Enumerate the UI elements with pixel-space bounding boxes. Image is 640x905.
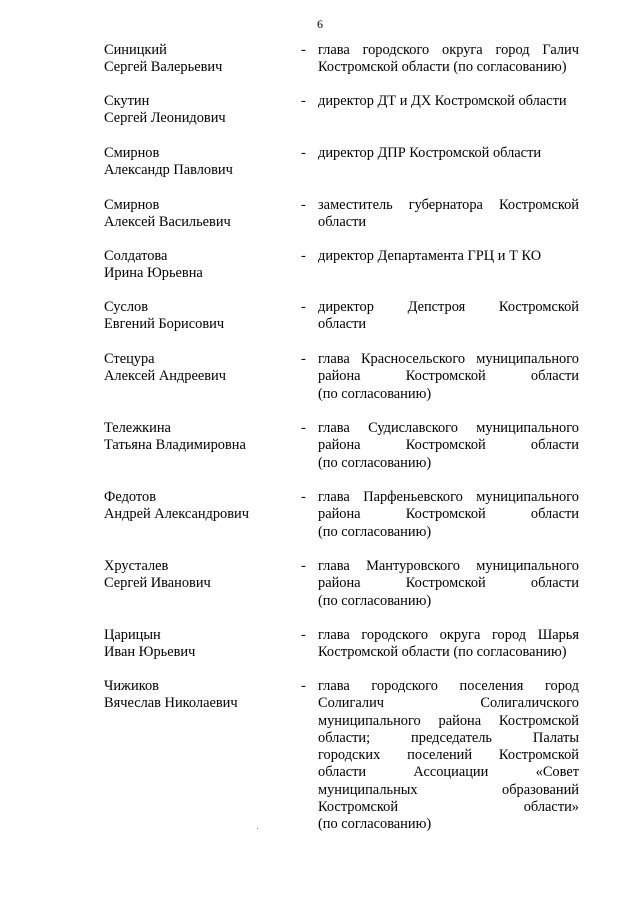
member-given-name: Алексей Андреевич: [104, 368, 226, 385]
role-line: района Костромской области: [318, 437, 579, 454]
member-role: [318, 145, 579, 162]
member-given-name: Сергей Леонидович: [104, 110, 226, 127]
separator-dash: -: [301, 627, 306, 643]
role-line: муниципальных образований: [318, 781, 579, 798]
separator-dash: -: [301, 489, 306, 505]
member-role: [318, 93, 579, 110]
separator-dash: -: [301, 42, 306, 58]
role-line: заместитель губернатора Костромской: [318, 197, 579, 213]
member-surname: Федотов: [104, 489, 156, 505]
role-line: области Ассоциации «Совет: [318, 764, 579, 781]
member-role: [318, 627, 579, 662]
role-line: директор ДТ и ДХ Костромской области: [318, 93, 567, 109]
member-given-name: Андрей Александрович: [104, 506, 249, 523]
separator-dash: -: [301, 420, 306, 436]
member-surname: Смирнов: [104, 145, 160, 161]
role-line: Костромской области»: [318, 799, 579, 816]
member-name: [104, 489, 289, 524]
member-name: [104, 145, 289, 180]
role-line: директор Депстроя Костромской: [318, 299, 579, 315]
member-surname: Тележкина: [104, 420, 171, 436]
member-surname: Чижиков: [104, 678, 159, 694]
member-name: [104, 678, 289, 713]
member-surname: Хрусталев: [104, 558, 169, 574]
page-number: 6: [317, 17, 323, 31]
member-name: [104, 42, 289, 77]
member-name: [104, 627, 289, 662]
separator-dash: -: [301, 678, 306, 694]
member-given-name: Ирина Юрьевна: [104, 265, 203, 282]
role-line: Костромской области (по согласованию): [318, 644, 567, 661]
role-line: (по согласованию): [318, 454, 432, 471]
member-given-name: Сергей Иванович: [104, 575, 211, 592]
separator-dash: -: [301, 351, 306, 367]
role-line: глава Судиславского муниципального: [318, 420, 579, 436]
role-line: директор ДПР Костромской области: [318, 145, 542, 161]
role-line: области: [318, 214, 367, 231]
member-given-name: Александр Павлович: [104, 162, 233, 179]
member-given-name: Вячеслав Николаевич: [104, 695, 238, 712]
member-name: [104, 197, 289, 232]
member-role: [318, 42, 579, 77]
role-line: Костромской области (по согласованию): [318, 59, 567, 76]
member-surname: Царицын: [104, 627, 161, 643]
role-line: района Костромской области: [318, 575, 579, 592]
role-line: области; председатель Палаты: [318, 729, 579, 746]
role-line: городских поселений Костромской: [318, 747, 579, 764]
separator-dash: -: [301, 299, 306, 315]
member-given-name: Сергей Валерьевич: [104, 59, 223, 76]
scan-mark: [257, 828, 258, 829]
separator-dash: -: [301, 558, 306, 574]
separator-dash: -: [301, 93, 306, 109]
member-role: [318, 197, 579, 232]
separator-dash: -: [301, 145, 306, 161]
role-line: директор Департамента ГРЦ и Т КО: [318, 248, 542, 264]
member-name: [104, 351, 289, 386]
member-name: [104, 248, 289, 283]
member-role: [318, 678, 579, 834]
role-line: глава городского округа город Галич: [318, 42, 579, 58]
role-line: глава Мантуровского муниципального: [318, 558, 579, 574]
role-line: глава Красносельского муниципального: [318, 351, 579, 367]
member-surname: Суслов: [104, 299, 148, 315]
role-line: области: [318, 316, 367, 333]
role-line: глава Парфеньевского муниципального: [318, 489, 579, 505]
role-line: муниципального района Костромской: [318, 712, 579, 729]
member-role: [318, 489, 579, 541]
role-line: глава городского округа город Шарья: [318, 627, 579, 643]
member-name: [104, 299, 289, 334]
separator-dash: -: [301, 197, 306, 213]
member-role: [318, 248, 579, 265]
member-surname: Смирнов: [104, 197, 160, 213]
member-name: [104, 420, 289, 455]
member-role: [318, 420, 579, 472]
role-line: глава городского поселения город: [318, 678, 579, 694]
member-given-name: Евгений Борисович: [104, 316, 225, 333]
member-given-name: Иван Юрьевич: [104, 644, 196, 661]
member-role: [318, 558, 579, 610]
role-line: (по согласованию): [318, 816, 432, 833]
member-role: [318, 351, 579, 403]
member-name: [104, 558, 289, 593]
role-line: района Костромской области: [318, 506, 579, 523]
role-line: (по согласованию): [318, 523, 432, 540]
member-given-name: Татьяна Владимировна: [104, 437, 246, 454]
member-role: [318, 299, 579, 334]
role-line: района Костромской области: [318, 368, 579, 385]
member-surname: Стецура: [104, 351, 155, 367]
member-surname: Солдатова: [104, 248, 168, 264]
role-line: (по согласованию): [318, 592, 432, 609]
member-given-name: Алексей Васильевич: [104, 214, 231, 231]
member-surname: Синицкий: [104, 42, 167, 58]
role-line: (по согласованию): [318, 385, 432, 402]
separator-dash: -: [301, 248, 306, 264]
role-line: Солигалич Солигаличского: [318, 695, 579, 712]
member-name: [104, 93, 289, 128]
member-surname: Скутин: [104, 93, 150, 109]
